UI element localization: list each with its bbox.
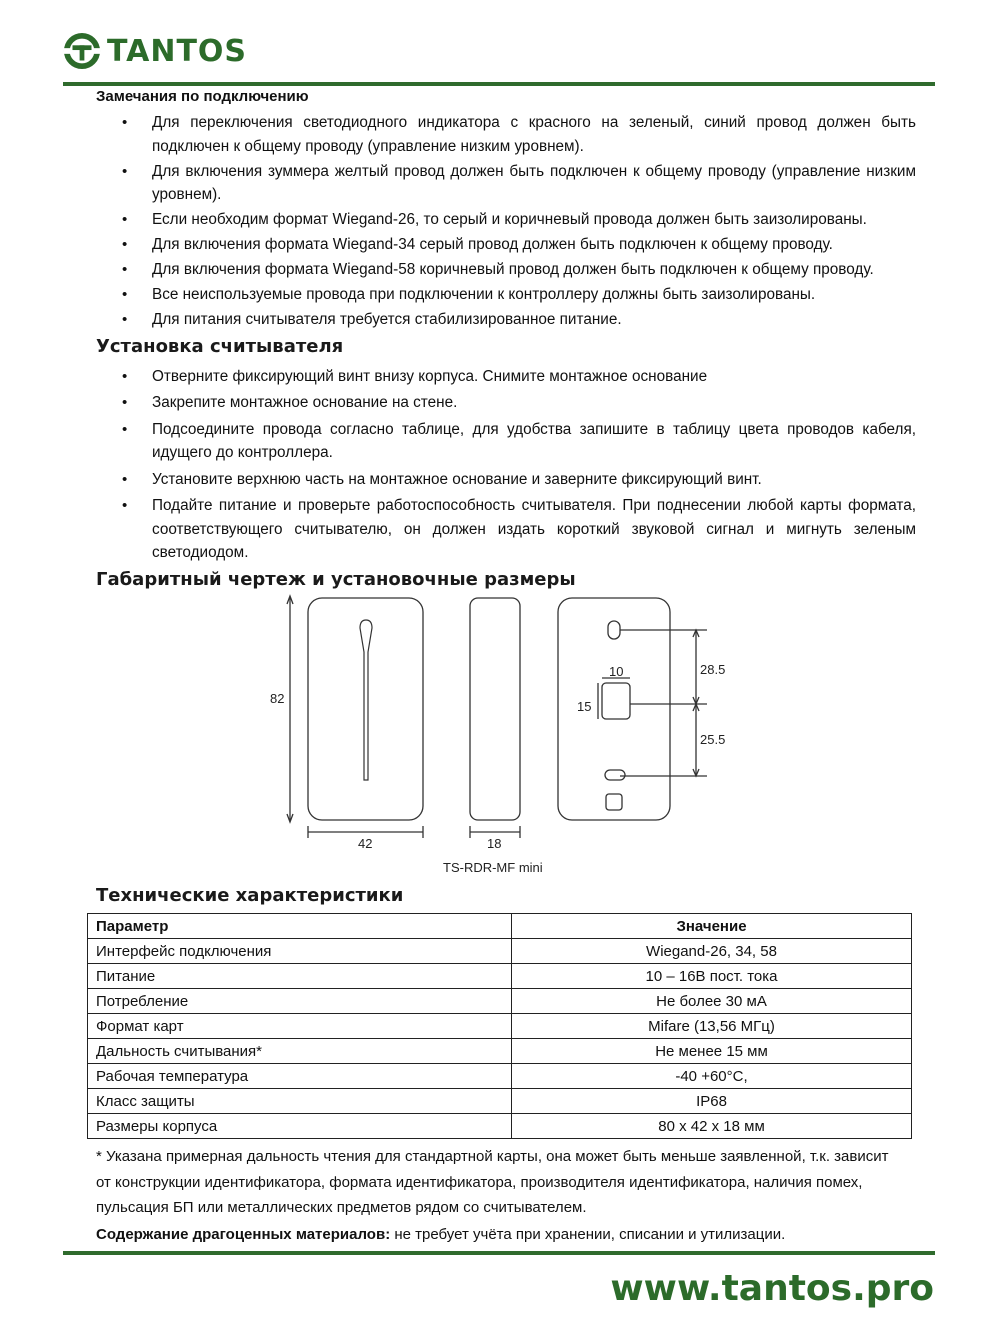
installation-list [96,365,916,565]
brand-logo [63,30,247,72]
list-item: • Установите верхнюю часть на монтажное основание и заверните фиксирующий винт. [96,468,916,492]
table-row [88,1064,912,1089]
table-row [88,1089,912,1114]
footnote: * Указана примерная дальность чтения для стандартной карты, она может быть меньше заявленной, т.к. зависит от конструкции идентификатора, формата идентификатора, производителя идентификатора, наличия помех, пульсация БП или металлических предметов рядом со считывателем. [96,1148,889,1216]
led-slot [360,620,372,780]
dim-height-label: 82 [270,691,285,706]
table-row [88,989,912,1014]
tantos-logo-icon [63,32,101,70]
header-value: Значение [512,914,912,939]
mount-cutout [602,683,630,719]
value-cell: Не менее 15 мм [512,1039,912,1064]
param-cell: Потребление [88,989,512,1014]
footer-divider [63,1251,935,1255]
screw-slot [606,794,622,810]
specs-table [87,913,912,1139]
list-item: • Для переключения светодиодного индикатора с красного на зеленый, синий провод должен быть подключен к общему проводу (управление низким уровнем). [96,111,916,158]
list-item: • Для питания считывателя требуется стабилизированное питание. [96,308,916,332]
param-cell: Интерфейс подключения [88,939,512,964]
value-cell: Wiegand-26, 34, 58 [512,939,912,964]
mount-hole-bottom [605,770,625,780]
specs-title: Технические характеристики [96,885,404,906]
dim-lower-label: 25.5 [700,732,726,747]
list-item: • Для включения формата Wiegand-58 коричневый провод должен быть подключен к общему проводу. [96,258,916,282]
list-item: • Если необходим формат Wiegand-26, то серый и коричневый провода должен быть заизолированы. [96,208,916,232]
list-item: • Отверните фиксирующий винт внизу корпуса. Снимите монтажное основание [96,365,916,389]
list-item: • Закрепите монтажное основание на стене. [96,391,916,415]
param-cell: Рабочая температура [88,1064,512,1089]
connection-title: Замечания по подключению [96,88,309,105]
connection-list [96,111,916,332]
side-view [470,598,520,820]
dimension-drawing [260,590,730,880]
value-cell: IP68 [512,1089,912,1114]
table-row [88,1014,912,1039]
list-item: • Подайте питание и проверьте работоспособность считывателя. При поднесении любой карты формата, соответствующего считывателю, он должен издать короткий звуковой сигнал и мигнуть зеленым светодиодом. [96,494,916,565]
dim-depth-label: 18 [487,836,502,851]
param-cell: Размеры корпуса [88,1114,512,1139]
table-row [88,939,912,964]
header-param: Параметр [88,914,512,939]
dim-hole-h-label: 15 [577,699,592,714]
table-row [88,964,912,989]
value-cell: 80 х 42 х 18 мм [512,1114,912,1139]
dim-hole-w-label: 10 [609,664,624,679]
precious-label: Содержание драгоценных материалов: [96,1226,391,1243]
main-content [96,86,916,590]
table-row [88,1039,912,1064]
param-cell: Формат карт [88,1014,512,1039]
drawing-title: Габаритный чертеж и установочные размеры [96,568,576,590]
dim-width-label: 42 [358,836,373,851]
installation-title: Установка считывателя [96,335,344,357]
param-cell: Дальность считывания* [88,1039,512,1064]
back-view [558,598,670,820]
list-item: • Для включения зуммера желтый провод должен быть подключен к общему проводу (управление низким уровнем). [96,160,916,207]
value-cell: -40 +60°С, [512,1064,912,1089]
precious-text: не требует учёта при хранении, списании и утилизации. [390,1226,786,1243]
table-row [88,1114,912,1139]
value-cell: Mifare (13,56 МГц) [512,1014,912,1039]
brand-name: TANTOS [107,33,248,69]
list-item: • Все неиспользуемые провода при подключении к контроллеру должны быть заизолированы. [96,283,916,307]
front-view [308,598,423,820]
table-header-row [88,914,912,939]
param-cell: Питание [88,964,512,989]
model-label: TS-RDR-MF mini [443,860,543,875]
list-item: • Подсоедините провода согласно таблице, для удобства запишите в таблицу цвета проводов кабеля, идущего до контроллера. [96,418,916,465]
dim-upper-label: 28.5 [700,662,726,677]
list-item: • Для включения формата Wiegand-34 серый провод должен быть подключен к общему проводу. [96,233,916,257]
value-cell: 10 – 16В пост. тока [512,964,912,989]
value-cell: Не более 30 мА [512,989,912,1014]
param-cell: Класс защиты [88,1089,512,1114]
website-link[interactable]: www.tantos.pro [610,1268,934,1309]
mount-hole-top [608,621,620,639]
precious-metals-note [96,1226,785,1243]
